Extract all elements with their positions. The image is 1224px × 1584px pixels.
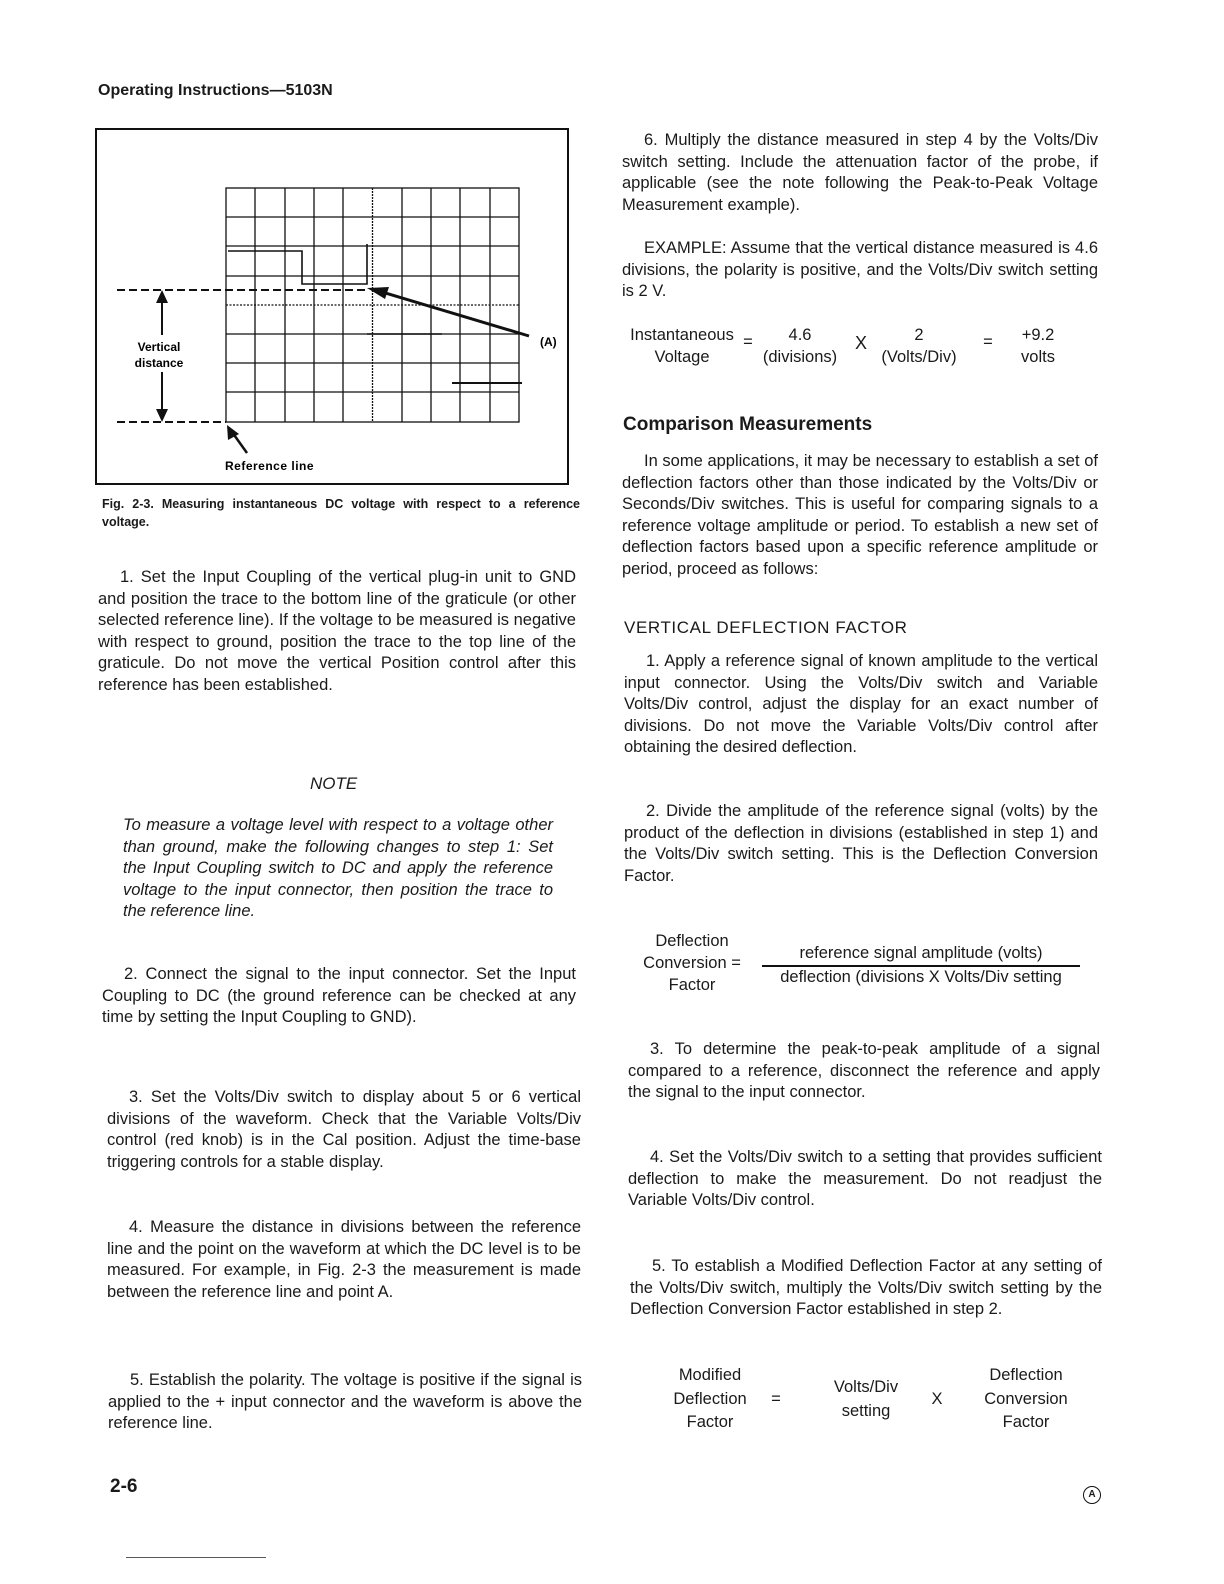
right-step-6: 6. Multiply the distance measured in step 4 by the Volts/Div switch setting. Include the attenuation factor of the probe, if applicable (see the note following the Peak-to-Peak Voltage Measurement example).: [622, 131, 1098, 214]
left-step-4: 4. Measure the distance in divisions between the reference line and the point on the waveform at which the DC level is to be measured. For example, in Fig. 2-3 the measurement is made between the reference line and point A.: [107, 1218, 581, 1301]
label-reference-line: Reference line: [225, 459, 315, 473]
note-text: To measure a voltage level with respect to a voltage other than ground, make the following changes to step 1: Set the Input Coupling switch to DC and apply the reference voltage to the input connector, then position the trace to the reference line.: [123, 816, 553, 920]
comparison-intro: In some applications, it may be necessary to establish a set of deflection factors other than those indicated by the Volts/Div or Seconds/Div switches. This is useful for comparing signals to a reference voltage amplitude or period. To establish a new set of deflection factors based upon a specific reference amplitude or period, proceed as follows:: [622, 452, 1098, 578]
figure-caption: Fig. 2-3. Measuring instantaneous DC voltage with respect to a reference voltage.: [102, 497, 580, 529]
pointer-arrowhead-a: [367, 287, 389, 299]
example-text: EXAMPLE: Assume that the vertical distance measured is 4.6 divisions, the polarity is positive, and the Volts/Div switch setting is 2 V.: [622, 239, 1098, 300]
vertical-step-1: 1. Apply a reference signal of known amplitude to the vertical input connector. Using the Volts/Div switch and Variable Volts/Div control, adjust the display for an exact number of divisions. Do not move the Variable Volts/Div control after obtaining the desired deflection.: [624, 652, 1098, 756]
left-step-3: 3. Set the Volts/Div switch to display about 5 or 6 vertical divisions of the waveform. Check that the Variable Volts/Div control (red knob) is in the Cal position. Adjust the time-base triggering controls for a stable display.: [107, 1088, 581, 1171]
pointer-arrow-a: [372, 289, 529, 336]
subheading-vertical-deflection: VERTICAL DEFLECTION FACTOR: [624, 618, 908, 637]
vertical-step-4: 4. Set the Volts/Div switch to a setting that provides sufficient deflection to make the measurement. Do not readjust the Variable Volts/Div control.: [628, 1148, 1102, 1209]
label-point-a: (A): [540, 335, 557, 349]
graticule-diagram: [97, 130, 567, 483]
graticule-grid: [226, 188, 519, 422]
page-header: Operating Instructions—5103N: [98, 82, 333, 99]
heading-comparison-measurements: Comparison Measurements: [623, 414, 873, 435]
left-step-2: 2. Connect the signal to the input connector. Set the Input Coupling to DC (the ground reference can be checked at any time by setting the Input Coupling to GND).: [102, 965, 576, 1026]
footer-rule: [126, 1557, 266, 1558]
note-title: NOTE: [310, 774, 358, 793]
eq3-lhs: Modified Deflection Factor: [673, 1366, 747, 1431]
eq3-volts-div-setting: Volts/Div setting: [833, 1378, 899, 1420]
eq1-divisions: 4.6 (divisions): [762, 326, 838, 366]
page-number: 2-6: [110, 1476, 138, 1497]
eq2-lhs: Deflection Conversion = Factor: [643, 932, 741, 994]
eq2-denominator: deflection (divisions X Volts/Div setting: [780, 968, 1062, 986]
left-step-1: 1. Set the Input Coupling of the vertical plug-in unit to GND and position the trace to the bottom line of the graticule (or other selected reference line). If the voltage to be measured is negative with respect to ground, position the trace to the top line of the graticule. Do not move the vertical Position control after this reference has been established.: [98, 568, 576, 694]
eq1-lhs: Instantaneous Voltage: [630, 326, 734, 366]
vertical-step-3: 3. To determine the peak-to-peak amplitude of a signal compared to a reference, disconnect the reference and apply the signal to the input connector.: [628, 1040, 1100, 1101]
waveform-trace: [228, 244, 522, 383]
eq1-result: +9.2 volts: [1021, 326, 1055, 366]
vertical-step-5: 5. To establish a Modified Deflection Factor at any setting of the Volts/Div switch, multiply the Volts/Div switch setting by the Deflection Conversion Factor established in step 2.: [630, 1257, 1102, 1318]
label-distance: distance: [134, 356, 184, 370]
revision-logo: A: [1083, 1486, 1101, 1504]
left-step-5: 5. Establish the polarity. The voltage is positive if the signal is applied to the + input connector and the waveform is above the reference line.: [108, 1371, 582, 1432]
eq3-conversion-factor: Deflection Conversion Factor: [984, 1366, 1068, 1431]
eq2-numerator: reference signal amplitude (volts): [799, 944, 1043, 962]
vertical-step-2: 2. Divide the amplitude of the reference signal (volts) by the product of the deflection in divisions (established in step 1) and the Volts/Div switch setting. This is the Deflection Conversion Factor.: [624, 802, 1098, 885]
eq1-volts-div: 2 (Volts/Div): [881, 326, 957, 366]
label-vertical: Vertical: [137, 340, 181, 354]
figure-2-3: [95, 128, 569, 485]
